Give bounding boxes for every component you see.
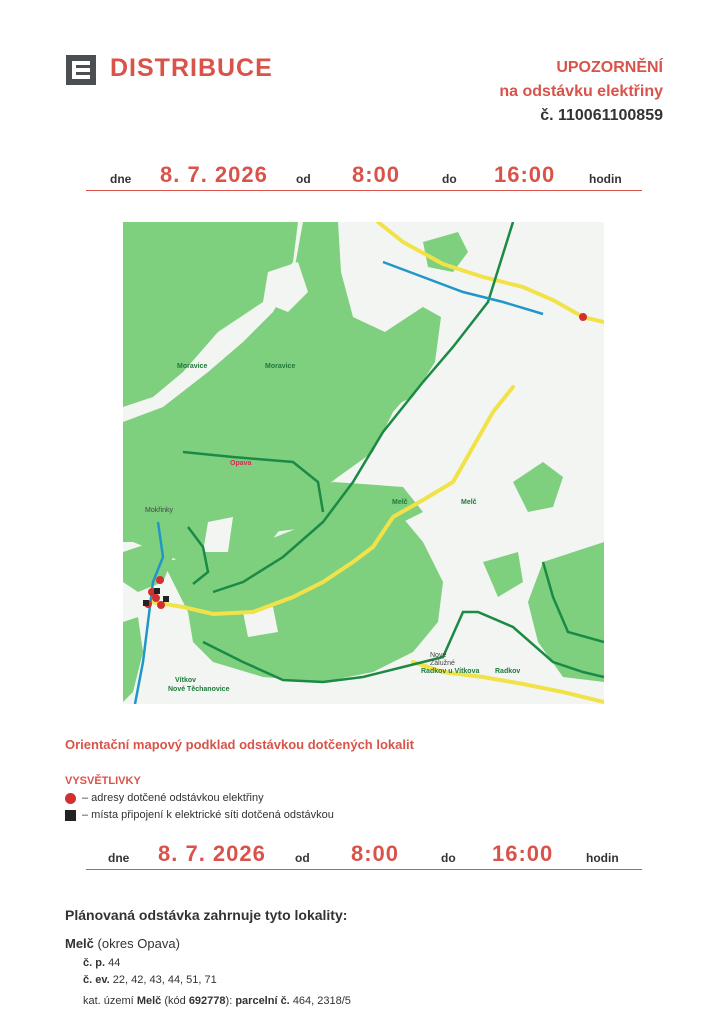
map-label-moravice-1: Moravice: [177, 363, 208, 370]
notice-title: UPOZORNĚNÍ: [556, 59, 663, 76]
cez-logo-icon: [66, 55, 96, 85]
parcel-values: 464, 2318/5: [292, 995, 351, 1007]
time-from: 8:00: [352, 162, 401, 187]
kat-name: Melč: [136, 995, 162, 1007]
location-district: (okres Opava): [97, 936, 180, 951]
map-label-nove-techanovice: Nové Těchanovice: [168, 686, 230, 693]
map-graphic: [123, 222, 604, 704]
location-place: Melč: [65, 936, 94, 951]
legend-connection-text: – místa připojení k elektrické síti dotčená odstávkou: [82, 809, 334, 821]
cp-values: 44: [108, 957, 121, 969]
map-label-moravice-2: Moravice: [265, 363, 296, 370]
legend-item-connection: [65, 809, 334, 821]
location-cadastre: [83, 995, 351, 1007]
location-ev: [83, 974, 217, 986]
label-day-2: dne: [108, 851, 130, 865]
label-hours: hodin: [589, 172, 622, 186]
outage-map: [123, 222, 604, 704]
schedule-row-bottom: [86, 839, 642, 870]
black-square-icon: [65, 810, 76, 821]
map-label-vitkov: Vítkov: [175, 677, 197, 684]
time-to-2: 16:00: [492, 841, 554, 866]
time-from-2: 8:00: [351, 841, 400, 866]
location-cp: [83, 957, 120, 969]
map-label-radkov-u-vitkova: Radkov u Vítkova: [421, 668, 480, 675]
map-label-radkov: Radkov: [495, 668, 521, 675]
kat-code: 692778: [188, 995, 226, 1007]
label-to: do: [442, 172, 457, 186]
locations-title: Plánovaná odstávka zahrnuje tyto lokality:: [65, 907, 348, 923]
map-label-melc-1: Melč: [392, 499, 408, 506]
label-from-2: od: [295, 851, 310, 865]
notice-subtitle: na odstávku elektřiny: [499, 83, 663, 100]
legend-item-address: [65, 792, 264, 804]
label-day: dne: [110, 172, 132, 186]
ev-label: č. ev.: [83, 974, 110, 986]
outage-date: 8. 7. 2026: [160, 162, 268, 187]
map-label-mokrinky: Mokřinky: [145, 507, 174, 514]
map-label-opava: Opava: [230, 460, 252, 467]
schedule-row-top: [86, 160, 642, 191]
map-label-nove-zaluzne: Nové Zálužné: [430, 652, 455, 667]
location-name: [65, 936, 180, 951]
notice-number: č. 110061100859: [540, 107, 663, 124]
ev-values: 22, 42, 43, 44, 51, 71: [112, 974, 217, 986]
kat-code-prefix: (kód: [164, 995, 186, 1007]
label-to-2: do: [441, 851, 456, 865]
map-caption: Orientační mapový podklad odstávkou dotčených lokalit: [65, 737, 414, 752]
notice-block: [499, 56, 663, 128]
red-dot-icon: [65, 793, 76, 804]
kat-prefix: kat. území: [83, 995, 134, 1007]
legend-title: VYSVĚTLIVKY: [65, 775, 141, 787]
map-label-melc-2: Melč: [461, 499, 477, 506]
cp-label: č. p.: [83, 957, 106, 969]
label-hours-2: hodin: [586, 851, 619, 865]
time-to: 16:00: [494, 162, 556, 187]
parcel-label: parcelní č.: [235, 995, 290, 1007]
outage-date-2: 8. 7. 2026: [158, 841, 266, 866]
logo-text: DISTRIBUCE: [110, 54, 273, 82]
kat-code-suffix: ):: [225, 995, 233, 1007]
label-from: od: [296, 172, 311, 186]
legend-address-text: – adresy dotčené odstávkou elektřiny: [82, 792, 264, 804]
